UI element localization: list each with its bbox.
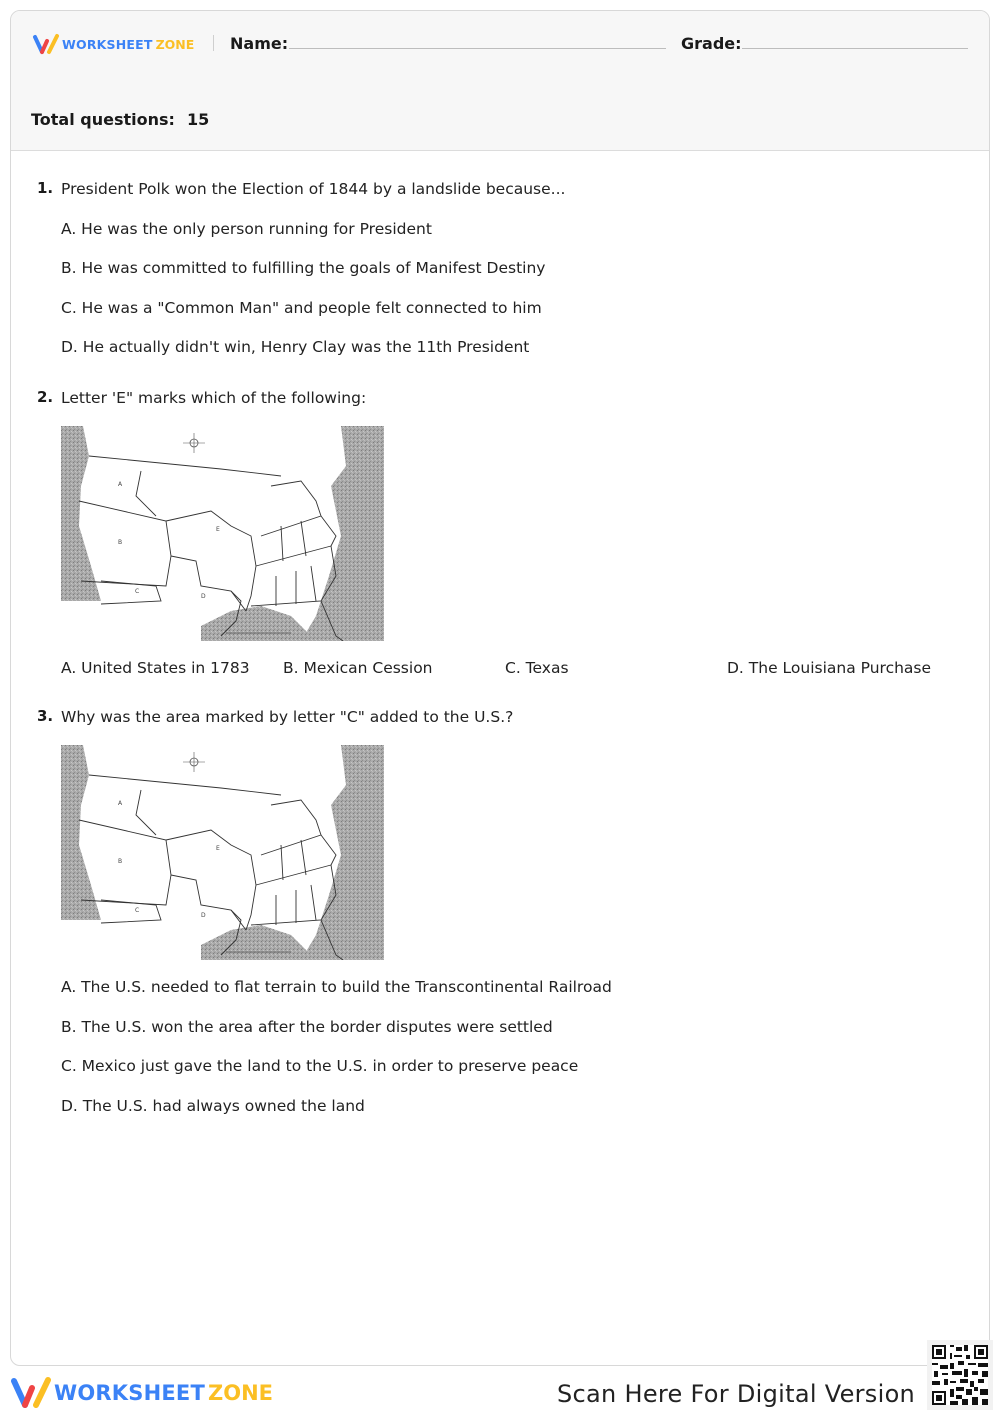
option-c[interactable]: C. Mexico just gave the land to the U.S. in order to preserve peace <box>61 1057 579 1075</box>
question-text: Why was the area marked by letter "C" added to the U.S.? <box>61 708 514 726</box>
question-text: President Polk won the Election of 1844 by a landslide because... <box>61 180 566 198</box>
worksheet-header <box>11 11 989 151</box>
total-questions-label: Total questions: <box>31 110 175 129</box>
worksheet-page <box>10 10 990 1366</box>
name-label: Name: <box>230 34 289 53</box>
brand-name-primary: WORKSHEET <box>54 1381 205 1405</box>
option-b[interactable]: B. Mexican Cession <box>283 659 433 677</box>
worksheet-zone-logo-icon <box>32 33 62 55</box>
question-number: 3. <box>37 707 54 725</box>
option-d[interactable]: D. The Louisiana Purchase <box>727 659 932 677</box>
header-divider <box>213 35 214 51</box>
us-territories-map-icon <box>61 426 384 641</box>
svg-text:B: B <box>118 539 123 546</box>
worksheet-zone-logo-icon <box>10 1376 54 1410</box>
brand-name-accent: ZONE <box>207 1381 273 1405</box>
territory-map-image <box>61 745 384 960</box>
total-questions-value: 15 <box>186 110 210 129</box>
question-number: 2. <box>37 388 54 406</box>
svg-text:D: D <box>201 593 206 600</box>
svg-text:A: A <box>118 481 123 488</box>
option-d[interactable]: D. The U.S. had always owned the land <box>61 1097 365 1115</box>
svg-text:C: C <box>135 588 140 595</box>
question-number: 1. <box>37 179 54 197</box>
territory-map-image <box>61 426 384 641</box>
footer-brand-logo <box>10 1376 273 1410</box>
qr-code-icon[interactable] <box>927 1340 993 1410</box>
name-field[interactable] <box>289 48 666 49</box>
option-c[interactable]: C. He was a "Common Man" and people felt connected to him <box>61 299 542 317</box>
scan-instruction: Scan Here For Digital Version <box>557 1380 916 1408</box>
svg-text:E: E <box>216 845 220 852</box>
svg-text:D: D <box>201 912 206 919</box>
svg-text:E: E <box>216 526 220 533</box>
svg-text:A: A <box>118 800 123 807</box>
question-text: Letter 'E" marks which of the following: <box>61 389 367 407</box>
option-a[interactable]: A. The U.S. needed to flat terrain to build the Transcontinental Railroad <box>61 978 612 996</box>
svg-text:C: C <box>135 907 140 914</box>
option-a[interactable]: A. He was the only person running for President <box>61 220 432 238</box>
option-a[interactable]: A. United States in 1783 <box>61 659 250 677</box>
grade-label: Grade: <box>681 34 742 53</box>
option-c[interactable]: C. Texas <box>505 659 569 677</box>
option-b[interactable]: B. He was committed to fulfilling the goals of Manifest Destiny <box>61 259 546 277</box>
grade-field[interactable] <box>742 48 968 49</box>
us-territories-map-icon <box>61 745 384 960</box>
svg-text:B: B <box>118 858 123 865</box>
option-b[interactable]: B. The U.S. won the area after the border disputes were settled <box>61 1018 553 1036</box>
brand-name-accent: ZONE <box>155 36 195 52</box>
brand-logo <box>32 33 194 55</box>
option-d[interactable]: D. He actually didn't win, Henry Clay was the 11th President <box>61 338 530 356</box>
total-questions <box>31 110 209 129</box>
brand-name-primary: WORKSHEET <box>62 36 153 52</box>
